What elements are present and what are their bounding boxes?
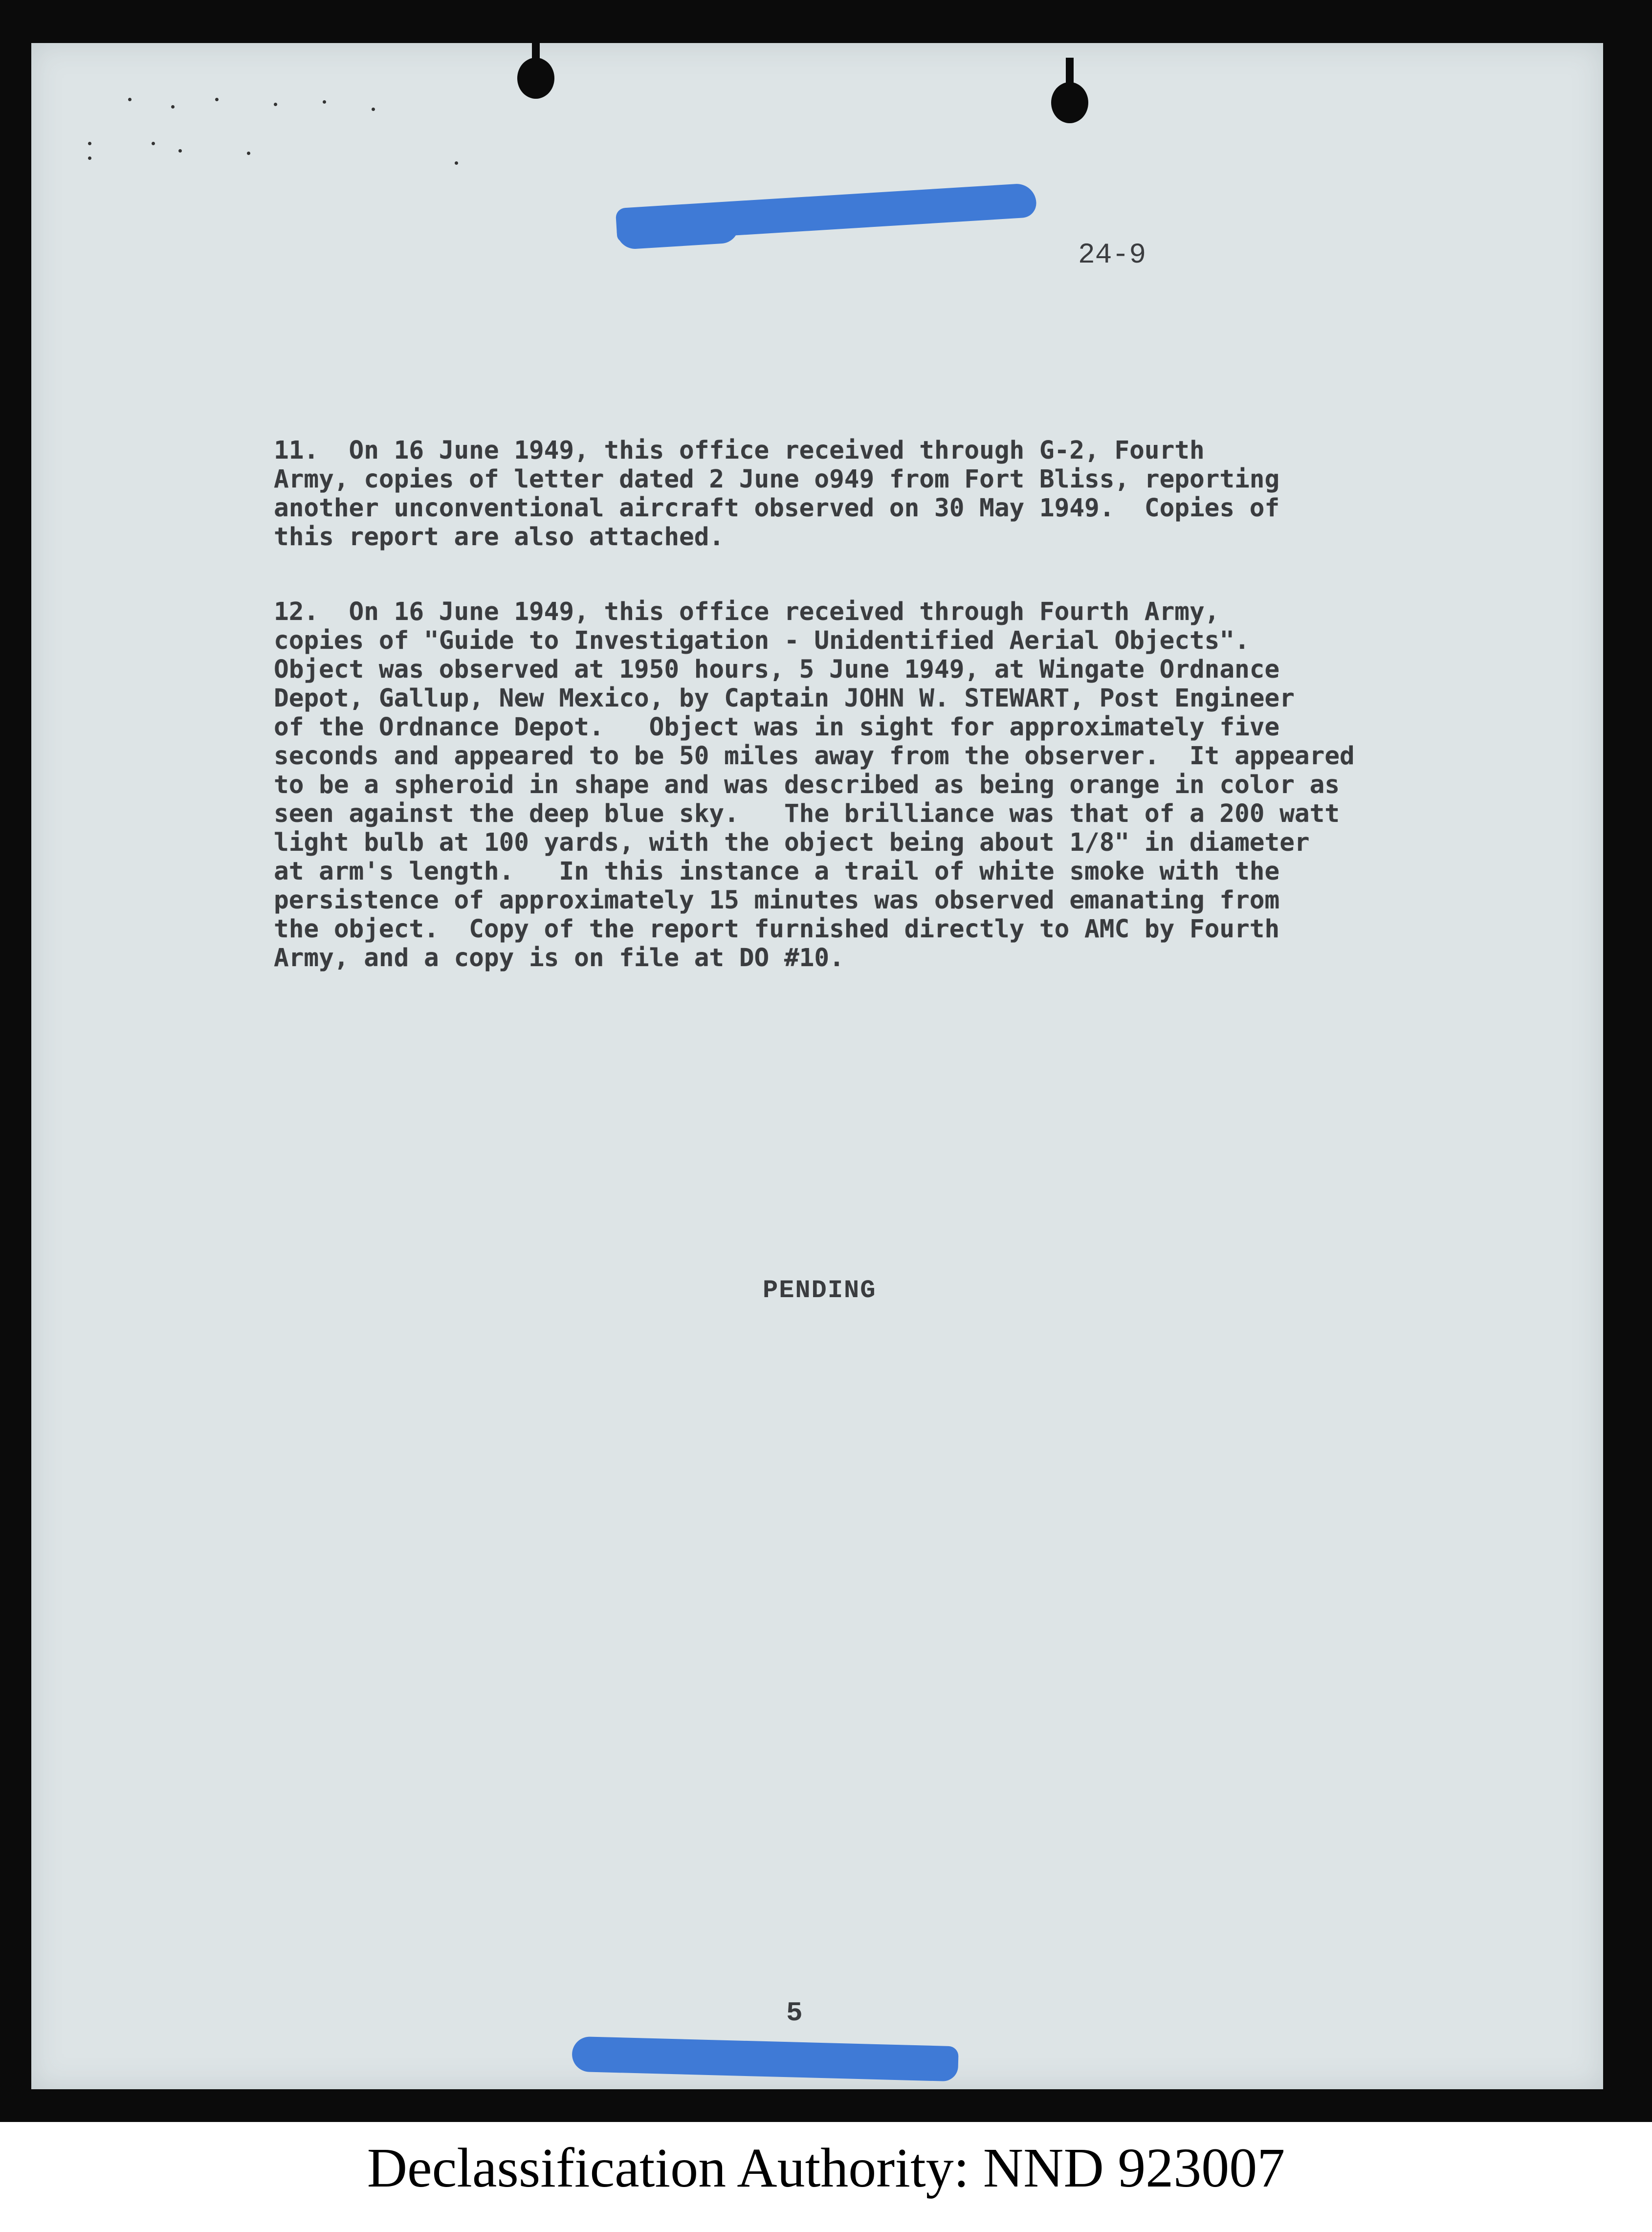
punch-hole-icon — [1051, 82, 1088, 123]
page-number: 5 — [786, 1997, 803, 2029]
paragraph-12: 12. On 16 June 1949, this office received through Fourth Army, copies of "Guide to Investigation - Unidentified Aerial Objects". Object was observed at 1950 hours, 5 June 1949, at Wingate Ordnance Depot, Gallup, New Mexico, by Captain JOHN W. STEWART, Post Engineer of the Ordnance Depot. Object was in sight for approximately five seconds and appeared to be 50 miles away from the observer. It appeared to be a spheroid in shape and was described as being orange in color as seen against the deep blue sky. The brilliance was that of a 200 watt light bulb at 100 yards, with the object being about 1/8" in diameter at arm's length. In this instance a trail of white smoke with the persistence of approximately 15 minutes was observed emanating from the object. Copy of the report furnished directly to AMC by Fourth Army, and a copy is on file at DO #10. — [274, 597, 1355, 972]
paragraph-11: 11. On 16 June 1949, this office received through G-2, Fourth Army, copies of letter dated 2 June o949 from Fort Bliss, reporting another unconventional aircraft observed on 30 May 1949. Copies of this report are also attached. — [274, 436, 1280, 552]
status-label: PENDING — [763, 1276, 877, 1305]
document-page — [31, 43, 1603, 2089]
declassification-authority: Declassification Authority: NND 923007 — [367, 2137, 1285, 2199]
punch-hole-icon — [517, 58, 554, 99]
reference-number: 24-9 — [1078, 240, 1146, 271]
